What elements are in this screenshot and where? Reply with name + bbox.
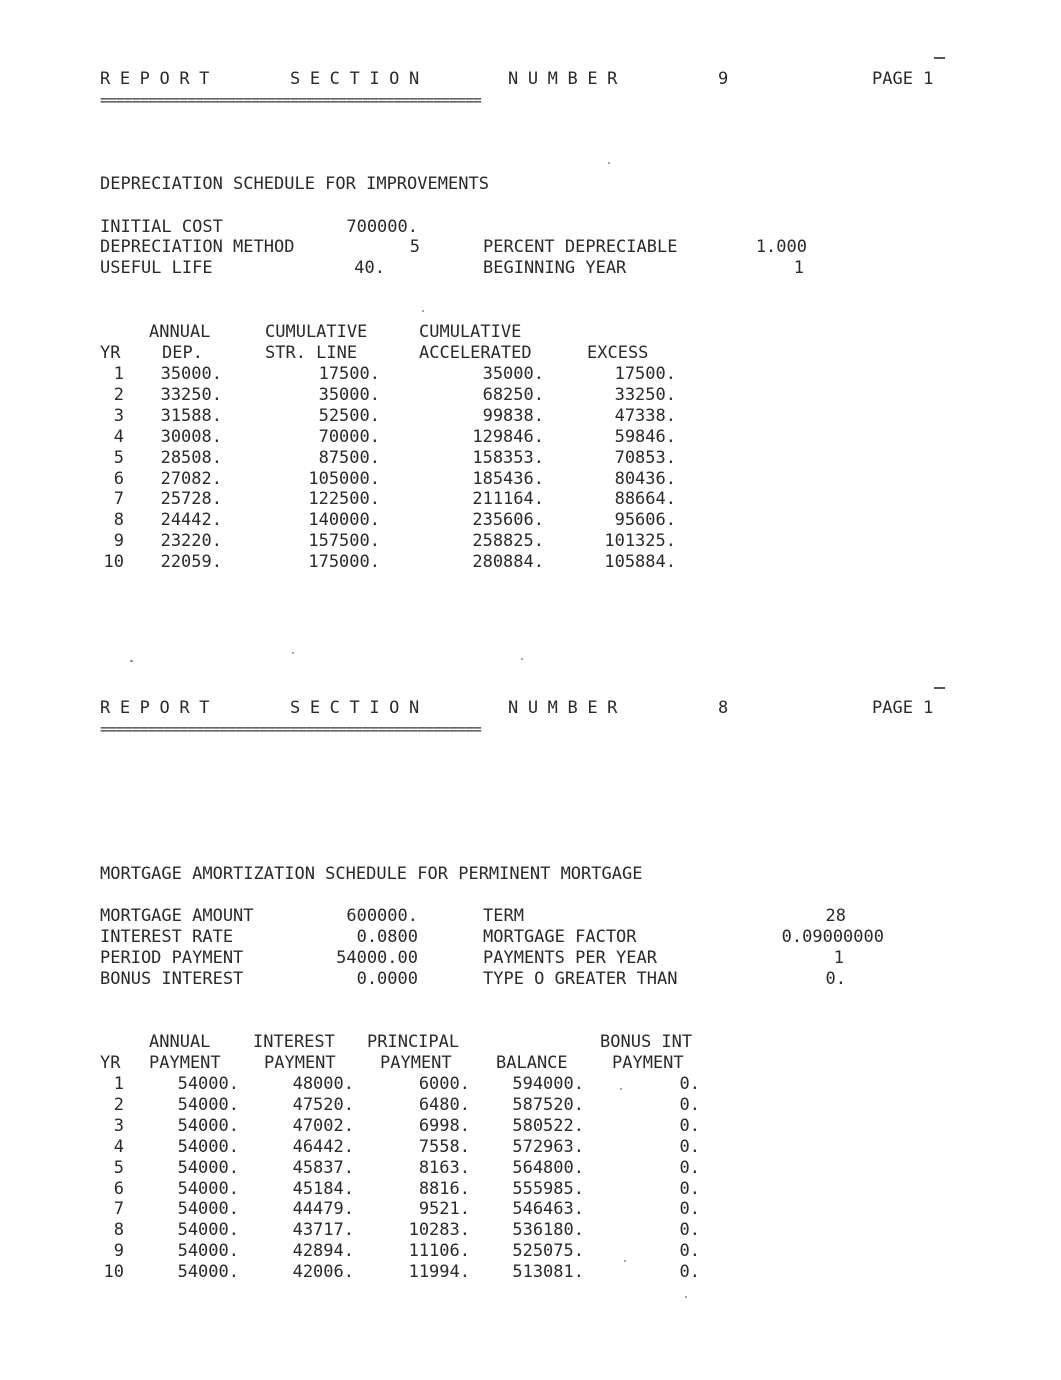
percent-depreciable-label: PERCENT DEPRECIABLE bbox=[483, 237, 678, 257]
table-cell: 157500. bbox=[308, 531, 380, 552]
term-label: TERM bbox=[483, 906, 524, 926]
table-cell: 23220. bbox=[160, 531, 222, 552]
table-cell: 572963. bbox=[512, 1136, 584, 1157]
table-cell: 258825. bbox=[472, 531, 544, 552]
table-cell: 42006. bbox=[292, 1262, 354, 1283]
table-cell: 5 bbox=[113, 1157, 124, 1178]
table-cell: 47338. bbox=[614, 405, 676, 426]
table-cell: 0. bbox=[679, 1094, 700, 1115]
table-cell: 1 bbox=[113, 364, 124, 384]
table-cell: 580522. bbox=[512, 1115, 584, 1136]
table-cell: 235606. bbox=[472, 510, 544, 531]
table-cell: 10283. bbox=[408, 1220, 470, 1241]
mort-header-payment-3: PAYMENT bbox=[380, 1053, 452, 1073]
table-cell: 54000. bbox=[177, 1178, 239, 1199]
interest-rate-label: INTEREST RATE bbox=[100, 927, 234, 947]
section-8-heading-word-2: SECTION bbox=[290, 698, 429, 718]
percent-depreciable-value: 1.000 bbox=[755, 237, 807, 257]
initial-cost-label: INITIAL COST bbox=[100, 217, 223, 237]
useful-life-value: 40. bbox=[354, 258, 385, 278]
table-cell: 122500. bbox=[308, 489, 380, 510]
table-cell: 6000. bbox=[418, 1074, 470, 1094]
period-payment-label: PERIOD PAYMENT bbox=[100, 948, 244, 968]
section-9-heading-number: 9 bbox=[718, 69, 729, 89]
table-cell: 9 bbox=[113, 531, 124, 552]
mortgage-factor-value: 0.09000000 bbox=[781, 927, 884, 947]
table-cell: 44479. bbox=[292, 1199, 354, 1220]
table-cell: 105884. bbox=[604, 552, 676, 573]
table-cell: 88664. bbox=[614, 489, 676, 510]
table-cell: 158353. bbox=[472, 447, 544, 468]
table-cell: 0. bbox=[679, 1199, 700, 1220]
table-cell: 594000. bbox=[512, 1074, 584, 1094]
dep-header-annual: ANNUAL bbox=[149, 322, 211, 342]
table-cell: 42894. bbox=[292, 1241, 354, 1262]
section-8-heading-number: 8 bbox=[718, 698, 729, 718]
bonus-interest-value: 0.0000 bbox=[356, 969, 418, 989]
bonus-interest-label: BONUS INTEREST bbox=[100, 969, 244, 989]
speck bbox=[624, 1260, 626, 1262]
table-cell: 47002. bbox=[292, 1115, 354, 1136]
table-cell: 35000. bbox=[160, 364, 222, 384]
table-cell: 0. bbox=[679, 1074, 700, 1094]
table-cell: 5 bbox=[113, 447, 124, 468]
table-cell: 8163. bbox=[418, 1157, 470, 1178]
table-cell: 48000. bbox=[292, 1074, 354, 1094]
table-cell: 68250. bbox=[482, 384, 544, 405]
table-cell: 46442. bbox=[292, 1136, 354, 1157]
table-cell: 95606. bbox=[614, 510, 676, 531]
speck bbox=[292, 652, 294, 654]
table-cell: 4 bbox=[113, 1136, 124, 1157]
table-cell: 70853. bbox=[614, 447, 676, 468]
table-cell: 1 bbox=[113, 1074, 124, 1094]
speck bbox=[130, 660, 133, 662]
section-9-title: DEPRECIATION SCHEDULE FOR IMPROVEMENTS bbox=[100, 174, 489, 194]
table-cell: 185436. bbox=[472, 468, 544, 489]
table-cell: 175000. bbox=[308, 552, 380, 573]
mort-header-interest: INTEREST bbox=[253, 1032, 335, 1052]
table-cell: 8 bbox=[113, 1220, 124, 1241]
mort-header-payment-2: PAYMENT bbox=[264, 1053, 336, 1073]
table-cell: 6 bbox=[113, 1178, 124, 1199]
mort-header-bonus-int: BONUS INT bbox=[600, 1032, 693, 1052]
table-cell: 59846. bbox=[614, 426, 676, 447]
table-cell: 54000. bbox=[177, 1094, 239, 1115]
section-8-heading-word-1: REPORT bbox=[100, 698, 220, 718]
table-cell: 17500. bbox=[318, 364, 380, 384]
mortgage-factor-label: MORTGAGE FACTOR bbox=[483, 927, 637, 947]
initial-cost-value: 700000. bbox=[346, 217, 418, 237]
table-cell: 11994. bbox=[408, 1262, 470, 1283]
table-cell: 22059. bbox=[160, 552, 222, 573]
table-cell: 8 bbox=[113, 510, 124, 531]
table-cell: 99838. bbox=[482, 405, 544, 426]
table-cell: 28508. bbox=[160, 447, 222, 468]
table-cell: 0. bbox=[679, 1115, 700, 1136]
table-cell: 4 bbox=[113, 426, 124, 447]
mort-header-payment-1: PAYMENT bbox=[149, 1053, 221, 1073]
table-cell: 54000. bbox=[177, 1136, 239, 1157]
mortgage-amount-label: MORTGAGE AMOUNT bbox=[100, 906, 254, 926]
table-cell: 8816. bbox=[418, 1178, 470, 1199]
table-cell: 10 bbox=[103, 552, 124, 573]
section-8-heading-word-3: NUMBER bbox=[508, 698, 628, 718]
table-cell: 45837. bbox=[292, 1157, 354, 1178]
table-cell: 70000. bbox=[318, 426, 380, 447]
section-9-rule: ================================================ bbox=[100, 91, 481, 109]
table-cell: 52500. bbox=[318, 405, 380, 426]
table-cell: 27082. bbox=[160, 468, 222, 489]
section-8-title: MORTGAGE AMORTIZATION SCHEDULE FOR PERMINENT MORTGAGE bbox=[100, 864, 643, 884]
table-cell: 54000. bbox=[177, 1157, 239, 1178]
table-cell: 54000. bbox=[177, 1220, 239, 1241]
dep-header-dep: DEP. bbox=[162, 343, 203, 363]
term-value: 28 bbox=[825, 906, 846, 926]
table-cell: 87500. bbox=[318, 447, 380, 468]
table-cell: 35000. bbox=[482, 364, 544, 384]
table-cell: 47520. bbox=[292, 1094, 354, 1115]
table-cell: 101325. bbox=[604, 531, 676, 552]
corner-mark bbox=[934, 687, 945, 689]
table-cell: 0. bbox=[679, 1220, 700, 1241]
section-8-rule: ================================================ bbox=[100, 720, 481, 738]
beginning-year-value: 1 bbox=[793, 258, 804, 278]
table-cell: 80436. bbox=[614, 468, 676, 489]
mort-header-annual: ANNUAL bbox=[149, 1032, 211, 1052]
table-cell: 6998. bbox=[418, 1115, 470, 1136]
table-cell: 0. bbox=[679, 1157, 700, 1178]
table-cell: 0. bbox=[679, 1241, 700, 1262]
payments-per-year-value: 1 bbox=[833, 948, 844, 968]
table-cell: 525075. bbox=[512, 1241, 584, 1262]
table-cell: 9 bbox=[113, 1241, 124, 1262]
mort-header-principal: PRINCIPAL bbox=[367, 1032, 460, 1052]
table-cell: 0. bbox=[679, 1262, 700, 1283]
table-cell: 2 bbox=[113, 1094, 124, 1115]
table-cell: 3 bbox=[113, 405, 124, 426]
section-9-page-label: PAGE 1 bbox=[872, 69, 934, 89]
mort-header-yr: YR bbox=[100, 1053, 121, 1073]
speck bbox=[620, 1088, 622, 1090]
table-cell: 33250. bbox=[614, 384, 676, 405]
table-cell: 0. bbox=[679, 1136, 700, 1157]
type-greater-than-value: 0. bbox=[825, 969, 846, 989]
corner-mark bbox=[934, 57, 945, 59]
dep-header-yr: YR bbox=[100, 343, 121, 363]
dep-header-cumulative-1: CUMULATIVE bbox=[265, 322, 368, 342]
table-cell: 7558. bbox=[418, 1136, 470, 1157]
useful-life-label: USEFUL LIFE bbox=[100, 258, 213, 278]
table-cell: 6 bbox=[113, 468, 124, 489]
beginning-year-label: BEGINNING YEAR bbox=[483, 258, 627, 278]
depreciation-method-value: 5 bbox=[409, 237, 420, 257]
table-cell: 54000. bbox=[177, 1115, 239, 1136]
section-8-page-label: PAGE 1 bbox=[872, 698, 934, 718]
table-cell: 54000. bbox=[177, 1074, 239, 1094]
type-greater-than-label: TYPE O GREATER THAN bbox=[483, 969, 678, 989]
dep-header-cumulative-2: CUMULATIVE bbox=[419, 322, 522, 342]
table-cell: 129846. bbox=[472, 426, 544, 447]
depreciation-method-label: DEPRECIATION METHOD bbox=[100, 237, 295, 257]
table-cell: 6480. bbox=[418, 1094, 470, 1115]
table-cell: 7 bbox=[113, 489, 124, 510]
table-cell: 546463. bbox=[512, 1199, 584, 1220]
table-cell: 555985. bbox=[512, 1178, 584, 1199]
section-9-heading-word-3: NUMBER bbox=[508, 69, 628, 89]
table-cell: 140000. bbox=[308, 510, 380, 531]
table-cell: 33250. bbox=[160, 384, 222, 405]
dep-header-accelerated: ACCELERATED bbox=[419, 343, 532, 363]
dep-header-str-line: STR. LINE bbox=[265, 343, 358, 363]
dep-header-excess: EXCESS bbox=[587, 343, 649, 363]
speck bbox=[521, 658, 523, 660]
table-cell: 25728. bbox=[160, 489, 222, 510]
table-cell: 2 bbox=[113, 384, 124, 405]
mort-header-balance: BALANCE bbox=[496, 1053, 568, 1073]
interest-rate-value: 0.0800 bbox=[356, 927, 418, 947]
mortgage-amount-value: 600000. bbox=[346, 906, 418, 926]
table-cell: 24442. bbox=[160, 510, 222, 531]
speck bbox=[422, 310, 424, 312]
period-payment-value: 54000.00 bbox=[336, 948, 418, 968]
table-cell: 564800. bbox=[512, 1157, 584, 1178]
table-cell: 536180. bbox=[512, 1220, 584, 1241]
table-cell: 9521. bbox=[418, 1199, 470, 1220]
table-cell: 7 bbox=[113, 1199, 124, 1220]
table-cell: 17500. bbox=[614, 364, 676, 384]
table-cell: 105000. bbox=[308, 468, 380, 489]
table-cell: 280884. bbox=[472, 552, 544, 573]
table-cell: 45184. bbox=[292, 1178, 354, 1199]
table-cell: 587520. bbox=[512, 1094, 584, 1115]
section-9-heading-word-2: SECTION bbox=[290, 69, 429, 89]
speck bbox=[608, 162, 610, 164]
payments-per-year-label: PAYMENTS PER YEAR bbox=[483, 948, 657, 968]
speck bbox=[685, 1296, 687, 1298]
table-cell: 54000. bbox=[177, 1241, 239, 1262]
table-cell: 54000. bbox=[177, 1199, 239, 1220]
section-9-heading-word-1: REPORT bbox=[100, 69, 220, 89]
table-cell: 10 bbox=[103, 1262, 124, 1283]
mort-header-payment-4: PAYMENT bbox=[612, 1053, 684, 1073]
table-cell: 30008. bbox=[160, 426, 222, 447]
table-cell: 0. bbox=[679, 1178, 700, 1199]
table-cell: 211164. bbox=[472, 489, 544, 510]
table-cell: 513081. bbox=[512, 1262, 584, 1283]
table-cell: 43717. bbox=[292, 1220, 354, 1241]
table-cell: 11106. bbox=[408, 1241, 470, 1262]
table-cell: 35000. bbox=[318, 384, 380, 405]
table-cell: 31588. bbox=[160, 405, 222, 426]
table-cell: 3 bbox=[113, 1115, 124, 1136]
table-cell: 54000. bbox=[177, 1262, 239, 1283]
